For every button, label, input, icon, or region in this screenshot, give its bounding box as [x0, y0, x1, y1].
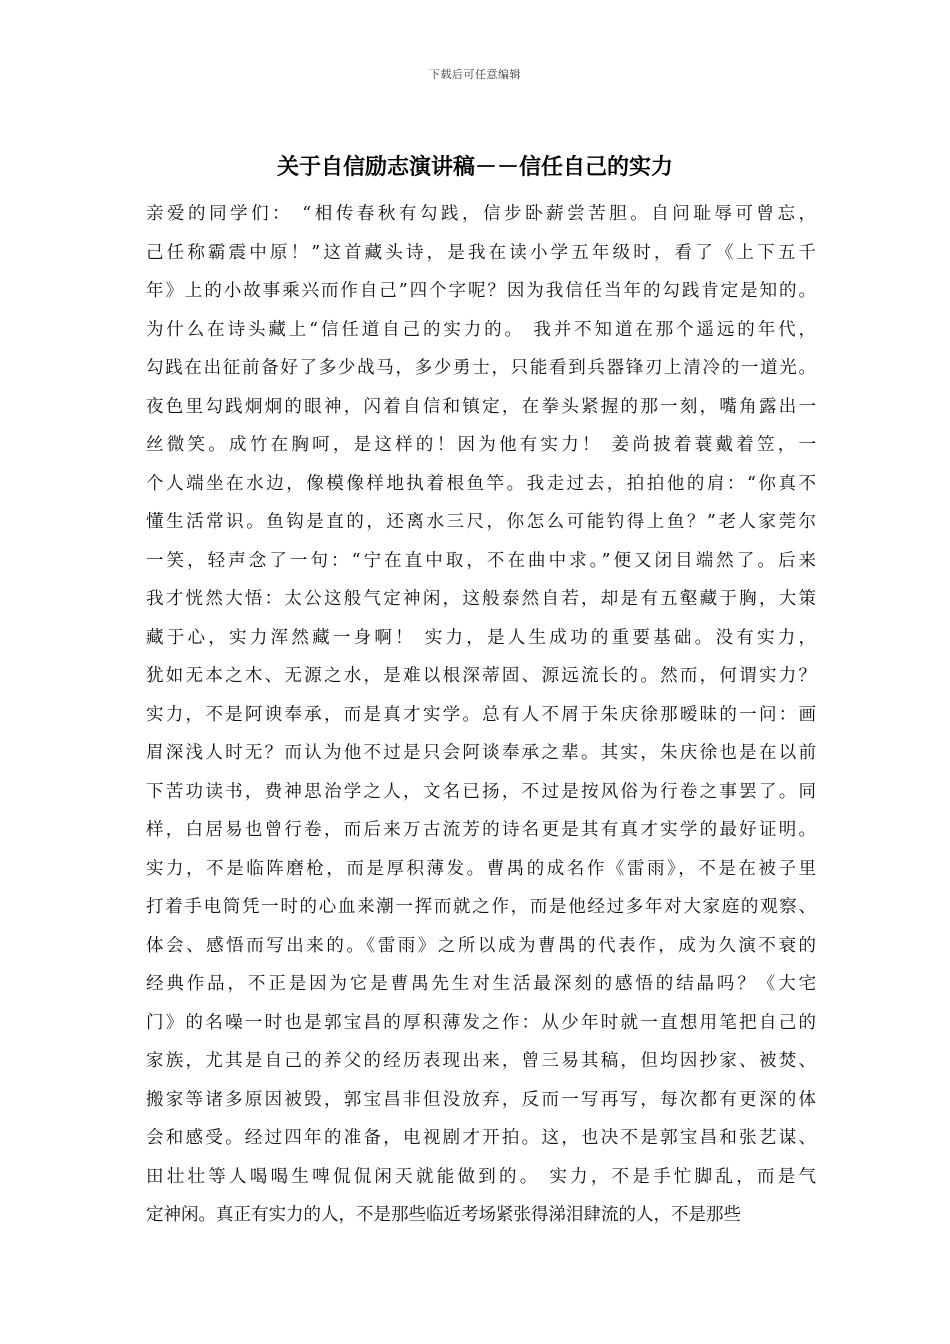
body-line: 懂生活常识。鱼钩是直的，还离水三尺，你怎么可能钓得上鱼？”老人家莞尔: [146, 512, 816, 532]
body-line: 定神闲。真正有实力的人，不是那些临近考场紧张得涕泪肆流的人，不是那些: [146, 1205, 741, 1225]
body-line: 家族，尤其是自己的养父的经历表现出来，曾三易其稿，但均因抄家、被焚、: [146, 1051, 816, 1071]
body-line: 犹如无本之木、无源之水，是难以根深蒂固、源远流长的。然而，何谓实力？: [146, 666, 816, 686]
body-line: 夜色里勾践炯炯的眼神，闪着自信和镇定，在拳头紧握的那一刻，嘴角露出一: [146, 396, 816, 417]
body-line: 己任称霸震中原！”这首藏头诗，是我在读小学五年级时，看了《上下五千: [146, 242, 816, 263]
body-line: 会和感受。经过四年的准备，电视剧才开拍。这，也决不是郭宝昌和张艺谋、: [146, 1128, 816, 1148]
body-line: 经典作品，不正是因为它是曹禺先生对生活最深刻的感悟的结晶吗？《大宅: [146, 974, 816, 994]
body-line: 年》上的小故事乘兴而作自己”四个字呢？因为我信任当年的勾践肯定是知的。: [146, 281, 816, 301]
body-line: 体会、感悟而写出来的。《雷雨》之所以成为曹禺的代表作，成为久演不衰的: [146, 935, 816, 956]
body-line: 实力，不是临阵磨枪，而是厚积薄发。曹禺的成名作《雷雨》，不是在被子里: [146, 858, 816, 879]
body-line: 打着手电筒凭一时的心血来潮一挥而就之作，而是他经过多年对大家庭的观察、: [146, 897, 816, 917]
body-line: 搬家等诸多原因被毁，郭宝昌非但没放弃，反而一写再写，每次都有更深的体: [146, 1089, 816, 1110]
document-title: 关于自信励志演讲稿－－信任自己的实力: [276, 155, 673, 180]
body-line: 个人端坐在水边，像模像样地执着根鱼竿。我走过去，拍拍他的肩：“你真不: [146, 473, 816, 494]
body-line: 勾践在出征前备好了多少战马，多少勇士，只能看到兵器锋刃上清冷的一道光。: [146, 358, 816, 378]
header-note: 下载后可任意编辑: [429, 68, 521, 81]
body-line: 为什么在诗头藏上“信任道自己的实力的。 我并不知道在那个遥远的年代，: [146, 319, 816, 340]
body-line: 门》的名噪一时也是郭宝昌的厚积薄发之作：从少年时就一直想用笔把自己的: [146, 1012, 816, 1033]
body-line: 下苦功读书，费神思治学之人，文名已扬，不过是按风俗为行卷之事罢了。同: [146, 781, 816, 802]
document-body: [146, 195, 816, 1235]
body-line: 藏于心，实力浑然藏一身啊！ 实力，是人生成功的重要基础。没有实力，: [146, 627, 816, 648]
body-line: 一笑，轻声念了一句：“宁在直中取，不在曲中求。”便又闭目端然了。后来: [146, 550, 816, 571]
body-line: 样，白居易也曾行卷，而后来万古流芳的诗名更是其有真才实学的最好证明。: [146, 820, 816, 840]
body-line: 亲爱的同学们： “相传春秋有勾践，信步卧薪尝苦胆。自问耻辱可曾忘，: [146, 204, 816, 224]
body-line: 田壮壮等人喝喝生啤侃侃闲天就能做到的。 实力，不是手忙脚乱，而是气: [146, 1166, 816, 1187]
body-line: 我才恍然大悟：太公这般气定神闲，这般泰然自若，却是有五壑藏于胸，大策: [146, 589, 816, 609]
body-line: 实力，不是阿谀奉承，而是真才实学。总有人不屑于朱庆徐那暧昧的一问：画: [146, 704, 816, 725]
body-line: 丝微笑。成竹在胸呵，是这样的！因为他有实力！ 姜尚披着蓑戴着笠，一: [146, 435, 816, 455]
body-line: 眉深浅人时无？而认为他不过是只会阿谈奉承之辈。其实，朱庆徐也是在以前: [146, 743, 816, 763]
